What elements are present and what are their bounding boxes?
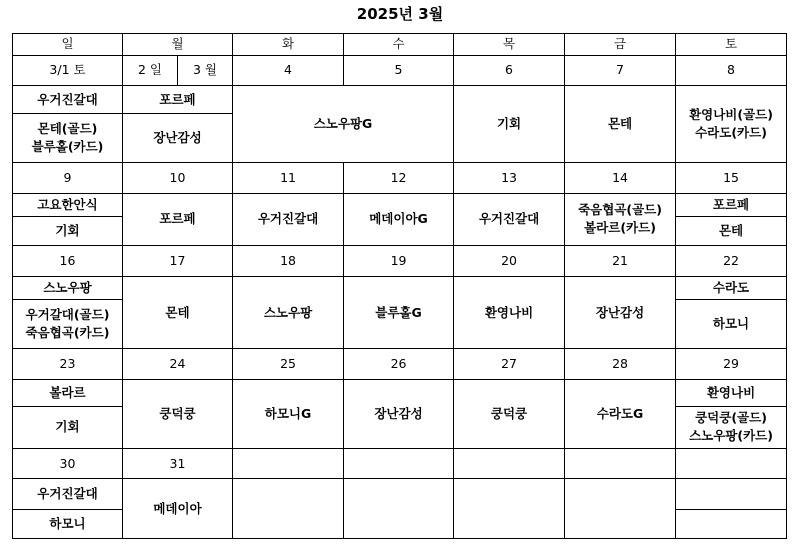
weekday-sun: 일	[13, 34, 123, 56]
date-cell: 3/1 토	[13, 55, 123, 86]
date-cell: 4	[233, 55, 344, 86]
event-cell: 포르페	[123, 86, 233, 114]
event-cell: 장난감성	[344, 380, 454, 449]
event-cell: 볼라르	[13, 380, 123, 407]
event-cell: 스노우팡	[233, 276, 344, 349]
date-cell: 27	[454, 349, 565, 380]
event-cell: 수라도	[676, 276, 787, 300]
event-cell: 메데이아G	[344, 193, 454, 245]
date-cell: 13	[454, 163, 565, 194]
event-line: 우거갈대(골드)	[25, 307, 110, 323]
date-cell: 3 월	[178, 55, 233, 86]
event-cell	[676, 86, 787, 163]
week1-date-row	[13, 55, 787, 86]
date-cell: 28	[565, 349, 676, 380]
week4-event-row-top	[13, 380, 787, 407]
event-cell: 포르페	[676, 193, 787, 217]
date-cell: 19	[344, 245, 454, 276]
event-cell: 우거진갈대	[233, 193, 344, 245]
event-cell: 스노우팡G	[233, 86, 454, 163]
empty-cell	[454, 479, 565, 539]
event-cell: 하모니	[13, 510, 123, 539]
event-line: 쿵덕쿵(골드)	[695, 410, 767, 426]
date-cell: 29	[676, 349, 787, 380]
event-cell: 수라도G	[565, 380, 676, 449]
calendar-title: 2025년 3월	[356, 5, 444, 23]
date-cell: 10	[123, 163, 233, 194]
event-cell	[565, 193, 676, 245]
date-cell: 2 일	[123, 55, 178, 86]
date-cell: 12	[344, 163, 454, 194]
event-cell: 메데이아	[123, 479, 233, 539]
week5-date-row	[13, 448, 787, 479]
week1-event-row-top	[13, 86, 787, 114]
date-cell: 11	[233, 163, 344, 194]
event-cell: 우거진갈대	[13, 479, 123, 510]
event-cell: 기회	[13, 217, 123, 246]
event-cell: 환영나비	[676, 380, 787, 407]
date-cell: 30	[13, 448, 123, 479]
event-line: 죽음협곡(골드)	[578, 202, 662, 218]
event-cell: 몬테	[123, 276, 233, 349]
event-line: 수라도(카드)	[695, 125, 767, 141]
date-cell: 18	[233, 245, 344, 276]
event-cell: 우거진갈대	[454, 193, 565, 245]
week5-event-row-top	[13, 479, 787, 510]
date-cell: 24	[123, 349, 233, 380]
date-cell: 15	[676, 163, 787, 194]
event-cell: 우거진갈대	[13, 86, 123, 114]
week2-date-row	[13, 163, 787, 194]
empty-cell	[344, 448, 454, 479]
date-cell: 22	[676, 245, 787, 276]
event-cell: 스노우팡	[13, 276, 123, 300]
empty-cell	[676, 479, 787, 510]
event-cell: 기회	[454, 86, 565, 163]
event-cell	[676, 406, 787, 448]
date-cell: 17	[123, 245, 233, 276]
event-cell: 포르페	[123, 193, 233, 245]
date-cell: 31	[123, 448, 233, 479]
date-cell: 20	[454, 245, 565, 276]
event-line: 몬테(골드)	[37, 120, 98, 136]
date-cell: 6	[454, 55, 565, 86]
event-cell	[13, 113, 123, 162]
event-line: 블루홀(카드)	[31, 138, 104, 154]
date-cell: 8	[676, 55, 787, 86]
date-cell: 26	[344, 349, 454, 380]
event-cell: 고요한안식	[13, 193, 123, 217]
event-calendar-table	[12, 33, 787, 539]
empty-cell	[233, 448, 344, 479]
weekday-mon: 월	[123, 34, 233, 56]
event-line: 환영나비(골드)	[689, 107, 773, 123]
event-cell: 장난감성	[123, 113, 233, 162]
empty-cell	[676, 510, 787, 539]
weekday-wed: 수	[344, 34, 454, 56]
date-cell: 9	[13, 163, 123, 194]
date-cell: 16	[13, 245, 123, 276]
weekday-thu: 목	[454, 34, 565, 56]
event-line: 죽음협곡(카드)	[25, 325, 110, 341]
event-line: 스노우팡(카드)	[689, 428, 773, 444]
event-line: 볼라르(카드)	[584, 220, 656, 236]
event-cell: 쿵덕쿵	[123, 380, 233, 449]
empty-cell	[565, 479, 676, 539]
event-cell: 몬테	[676, 217, 787, 246]
event-cell: 몬테	[565, 86, 676, 163]
week2-event-row-top	[13, 193, 787, 217]
date-cell: 25	[233, 349, 344, 380]
date-cell: 21	[565, 245, 676, 276]
empty-cell	[344, 479, 454, 539]
empty-cell	[565, 448, 676, 479]
weekday-sat: 토	[676, 34, 787, 56]
event-cell	[13, 300, 123, 349]
event-cell: 쿵덕쿵	[454, 380, 565, 449]
empty-cell	[676, 448, 787, 479]
event-cell: 블루홀G	[344, 276, 454, 349]
date-cell: 5	[344, 55, 454, 86]
date-cell: 7	[565, 55, 676, 86]
weekday-header-row	[13, 34, 787, 56]
week3-event-row-top	[13, 276, 787, 300]
event-cell: 장난감성	[565, 276, 676, 349]
empty-cell	[233, 479, 344, 539]
week3-date-row	[13, 245, 787, 276]
week4-date-row	[13, 349, 787, 380]
event-cell: 하모니G	[233, 380, 344, 449]
date-cell: 23	[13, 349, 123, 380]
date-cell: 14	[565, 163, 676, 194]
weekday-fri: 금	[565, 34, 676, 56]
event-cell: 환영나비	[454, 276, 565, 349]
empty-cell	[454, 448, 565, 479]
event-cell: 기회	[13, 406, 123, 448]
event-cell: 하모니	[676, 300, 787, 349]
weekday-tue: 화	[233, 34, 344, 56]
